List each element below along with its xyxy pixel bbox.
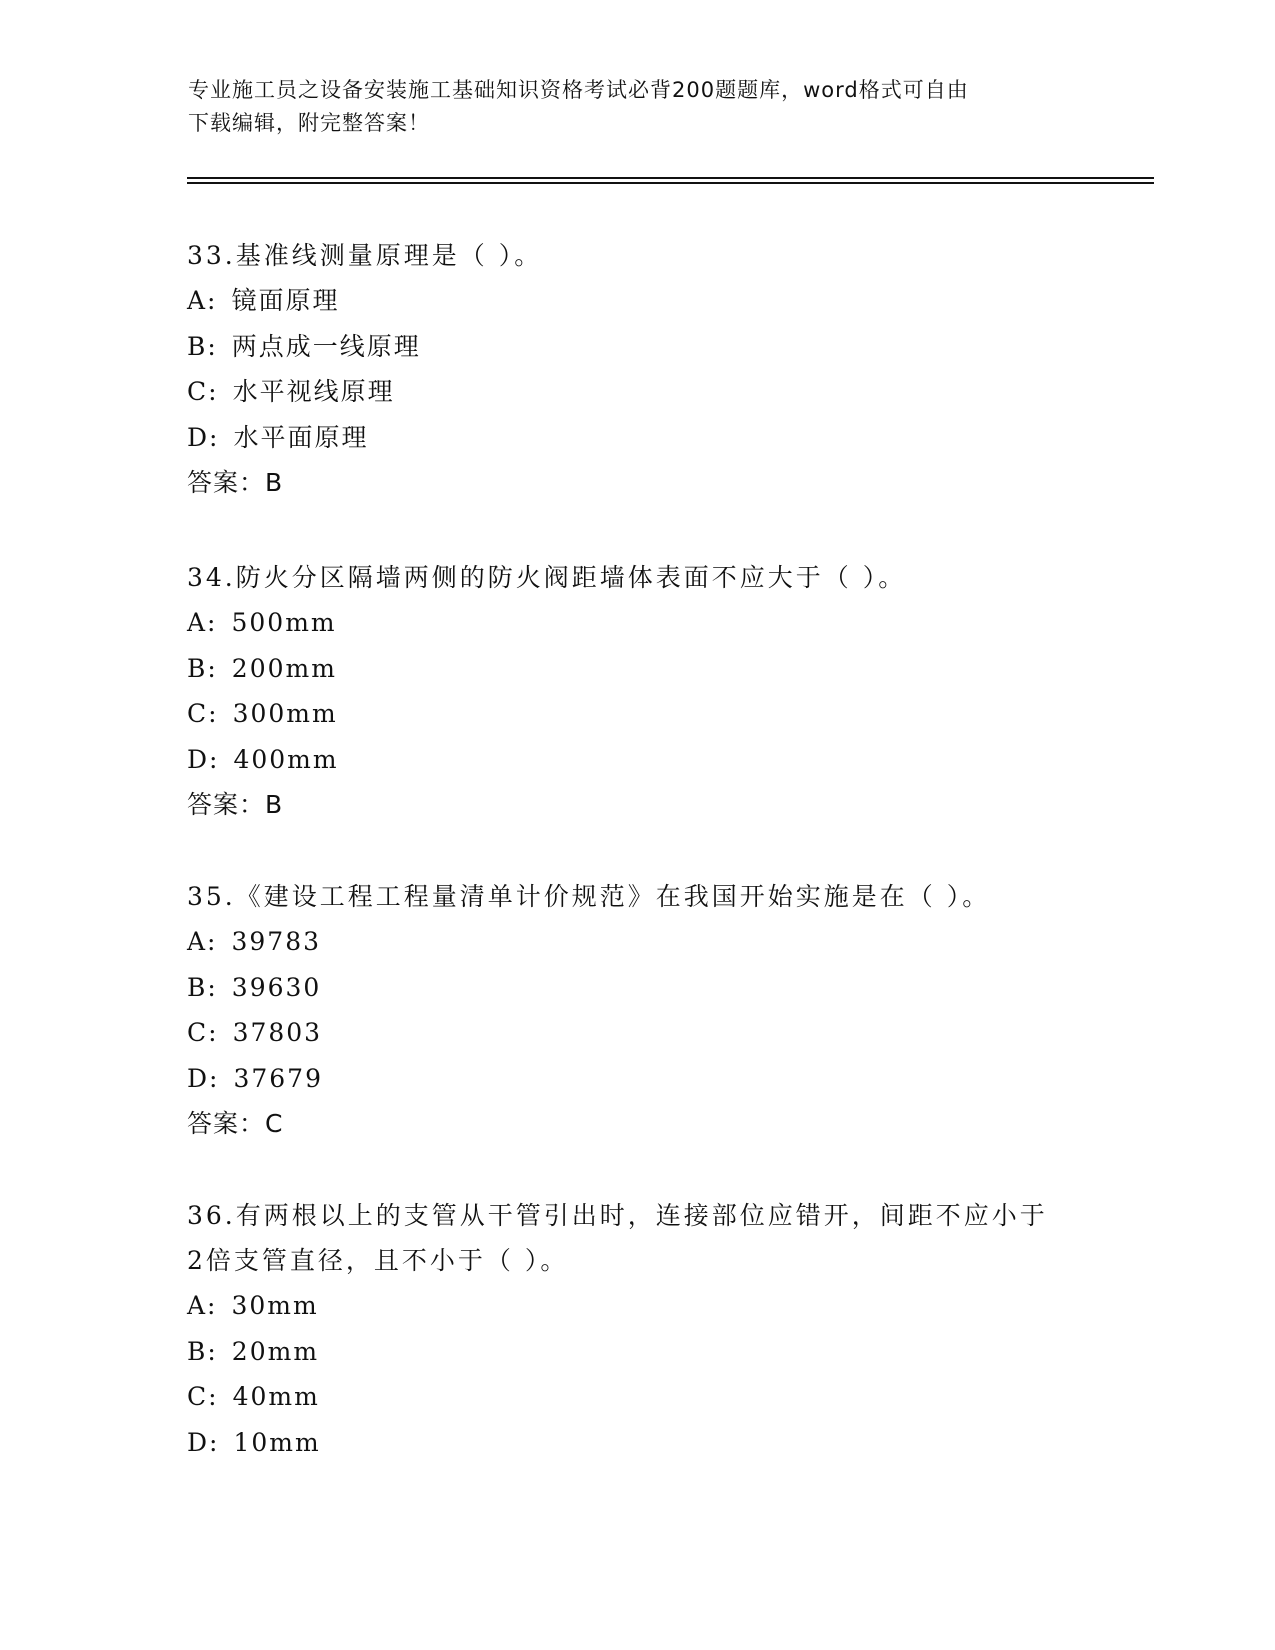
option-letter: D:: [187, 1427, 220, 1457]
option-c: [187, 369, 1087, 415]
option-text: 39630: [231, 972, 322, 1002]
option-letter: B:: [187, 331, 218, 361]
option-letter: A:: [187, 608, 218, 637]
answer-line: 答案：B: [187, 468, 284, 497]
option-b: [187, 1329, 1087, 1375]
option-a: [187, 600, 1087, 646]
answer-line: 答案：B: [187, 790, 284, 819]
question-35: [187, 874, 1087, 1146]
option-b: [187, 646, 1087, 692]
option-text: 40mm: [232, 1382, 320, 1411]
option-text: 10mm: [233, 1427, 321, 1457]
option-c: [187, 691, 1087, 737]
option-a: [187, 919, 1087, 965]
option-letter: C:: [187, 377, 219, 406]
option-text: 水平视线原理: [232, 377, 395, 406]
question-stem: 33.基准线测量原理是（ ）。: [187, 241, 543, 270]
question-34: [187, 555, 1087, 827]
option-text: 37679: [233, 1063, 323, 1093]
option-letter: A:: [187, 286, 218, 315]
option-d: [187, 1420, 1087, 1466]
option-letter: D:: [187, 1063, 220, 1093]
question-stem-line-2: 2倍支管直径，且不小于（ ）。: [187, 1246, 569, 1275]
option-text: 500mm: [231, 608, 337, 637]
option-letter: B:: [187, 1336, 218, 1366]
option-text: 30mm: [231, 1291, 319, 1320]
option-letter: C:: [187, 1018, 219, 1047]
option-c: [187, 1374, 1087, 1420]
header-divider-top: [187, 177, 1154, 179]
question-36: [187, 1193, 1087, 1465]
option-text: 300mm: [232, 699, 338, 728]
option-text: 水平面原理: [233, 422, 369, 452]
option-b: [187, 324, 1087, 370]
option-letter: A:: [187, 927, 218, 956]
option-letter: A:: [187, 1291, 218, 1320]
option-text: 镜面原理: [231, 286, 340, 315]
option-text: 20mm: [231, 1336, 320, 1366]
option-d: [187, 737, 1087, 783]
document-header: [188, 74, 1088, 140]
option-letter: C:: [187, 699, 219, 728]
question-stem: 34.防火分区隔墙两侧的防火阀距墙体表面不应大于（ ）。: [187, 563, 907, 592]
option-letter: D:: [187, 422, 220, 452]
option-text: 200mm: [231, 653, 337, 683]
option-text: 37803: [232, 1018, 323, 1047]
option-a: [187, 278, 1087, 324]
question-stem: 35.《建设工程工程量清单计价规范》在我国开始实施是在（ ）。: [187, 882, 991, 911]
option-d: [187, 415, 1087, 461]
header-divider-bottom: [187, 182, 1154, 184]
option-c: [187, 1010, 1087, 1056]
option-letter: B:: [187, 972, 218, 1002]
header-line-1: 专业施工员之设备安装施工基础知识资格考试必背200题题库，word格式可自由: [188, 78, 969, 102]
option-letter: C:: [187, 1382, 219, 1411]
option-d: [187, 1056, 1087, 1102]
header-line-2: 下载编辑，附完整答案！: [188, 111, 430, 135]
option-text: 两点成一线原理: [231, 331, 421, 361]
option-text: 400mm: [233, 744, 339, 774]
option-b: [187, 965, 1087, 1011]
option-letter: D:: [187, 744, 220, 774]
option-text: 39783: [231, 927, 322, 956]
answer-line: 答案：C: [187, 1109, 284, 1138]
option-a: [187, 1283, 1087, 1329]
question-stem-line-1: 36.有两根以上的支管从干管引出时，连接部位应错开，间距不应小于: [187, 1201, 1048, 1230]
option-letter: B:: [187, 653, 218, 683]
question-33: [187, 233, 1087, 505]
